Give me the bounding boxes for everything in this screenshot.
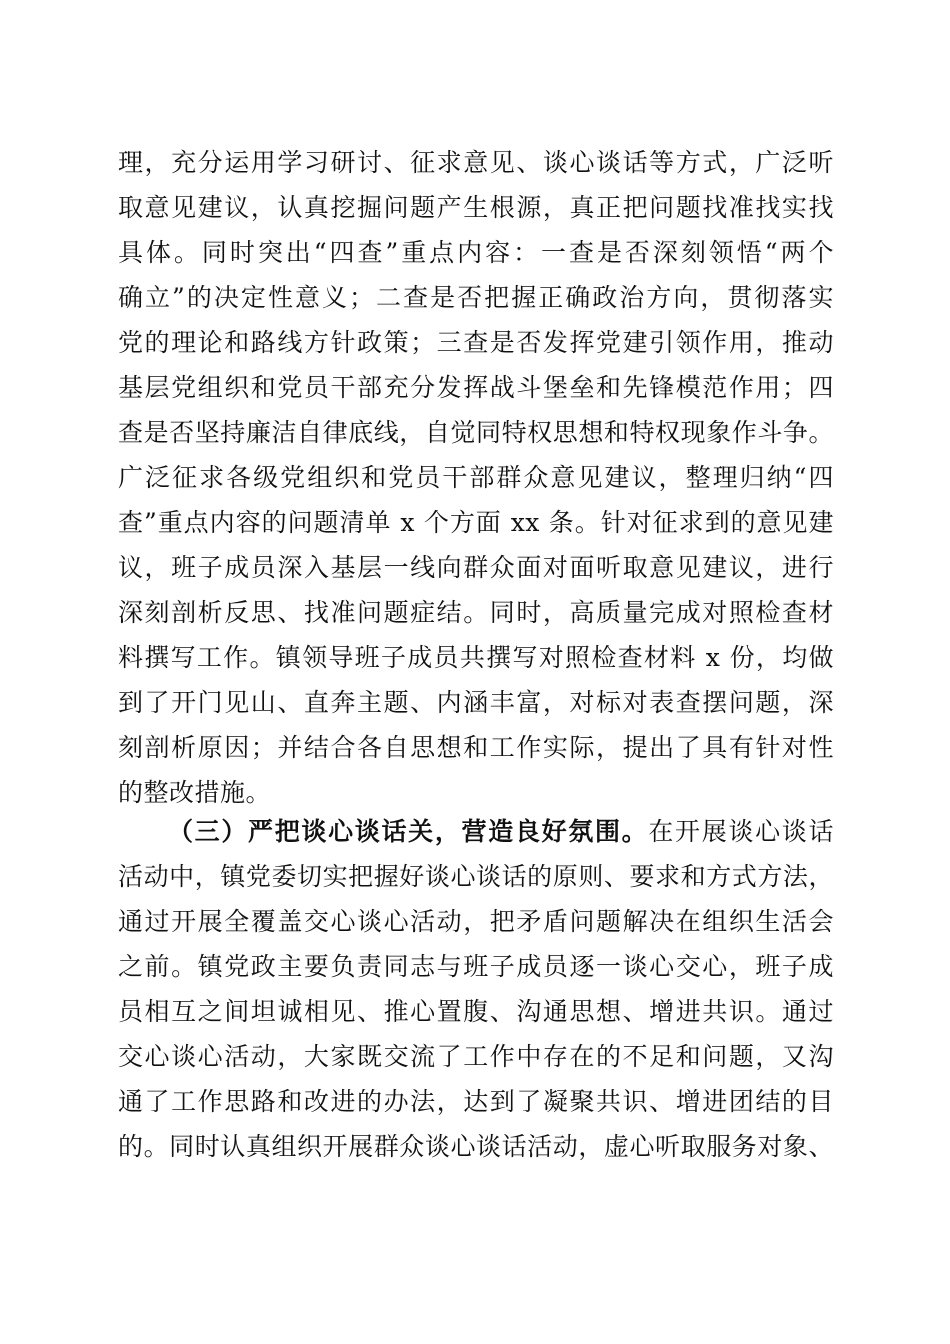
heading-continuation: 在开展谈心谈话: [648, 817, 834, 846]
paragraph-line: 之前。镇党政主要负责同志与班子成员逐一谈心交心，班子成: [118, 952, 834, 981]
paragraph-line: 党的理论和路线方针政策；三查是否发挥党建引领作用，推动: [118, 328, 834, 357]
paragraph-line: 到了开门见山、直奔主题、内涵丰富，对标对表查摆问题，深: [118, 688, 834, 717]
paragraph-line: 通过开展全覆盖交心谈心活动，把矛盾问题解决在组织生活会: [118, 907, 834, 936]
paragraph-line: 料撰写工作。镇领导班子成员共撰写对照检查材料 x 份，均做: [118, 643, 834, 672]
paragraph-line: 的整改措施。: [118, 778, 272, 807]
paragraph-line: 刻剖析原因；并结合各自思想和工作实际，提出了具有针对性: [118, 733, 834, 762]
paragraph-first-line: [168, 812, 834, 852]
paragraph-line: 员相互之间坦诚相见、推心置腹、沟通思想、增进共识。通过: [118, 997, 834, 1026]
paragraph-line: 活动中，镇党委切实把握好谈心谈话的原则、要求和方式方法，: [118, 862, 834, 891]
paragraph-line: 理，充分运用学习研讨、征求意见、谈心谈话等方式，广泛听: [118, 148, 834, 177]
paragraph-line: 查”重点内容的问题清单 x 个方面 xx 条。针对征求到的意见建: [118, 508, 834, 537]
paragraph-line: 广泛征求各级党组织和党员干部群众意见建议，整理归纳“四: [118, 463, 834, 492]
paragraph-line: 取意见建议，认真挖掘问题产生根源，真正把问题找准找实找: [118, 193, 834, 222]
paragraph-line: 基层党组织和党员干部充分发挥战斗堡垒和先锋模范作用；四: [118, 373, 834, 402]
paragraph-line: 议，班子成员深入基层一线向群众面对面听取意见建议，进行: [118, 553, 834, 582]
section-heading: （三）严把谈心谈话关，营造良好氛围。: [168, 817, 649, 846]
paragraph-line: 通了工作思路和改进的办法，达到了凝聚共识、增进团结的目: [118, 1087, 834, 1116]
paragraph-line: 的。同时认真组织开展群众谈心谈话活动，虚心听取服务对象、: [118, 1132, 834, 1161]
paragraph-line: 深刻剖析反思、找准问题症结。同时，高质量完成对照检查材: [118, 598, 834, 627]
paragraph-line: 具体。同时突出“四查”重点内容：一查是否深刻领悟“两个: [118, 238, 834, 267]
paragraph-line: 查是否坚持廉洁自律底线，自觉同特权思想和特权现象作斗争。: [118, 418, 834, 447]
paragraph-line: 交心谈心活动，大家既交流了工作中存在的不足和问题，又沟: [118, 1042, 834, 1071]
paragraph-line: 确立”的决定性意义；二查是否把握正确政治方向，贯彻落实: [118, 283, 834, 312]
